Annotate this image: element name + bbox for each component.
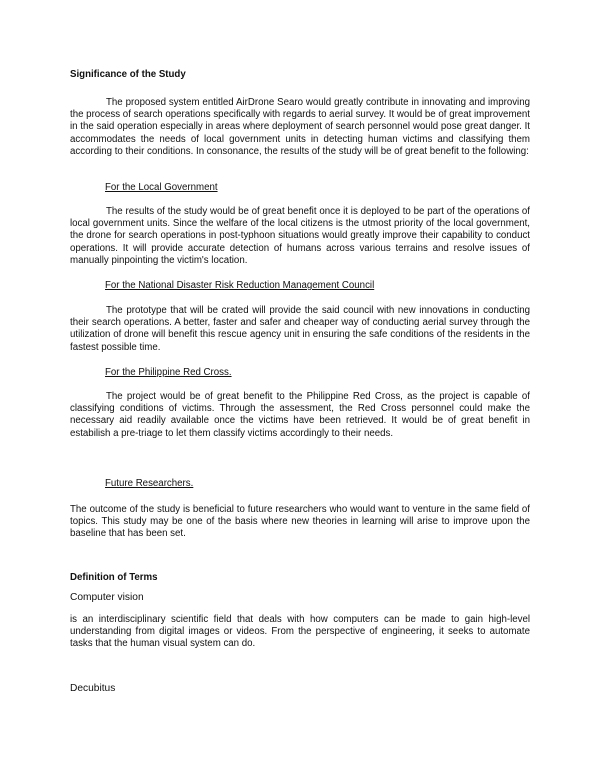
definition-computer-vision: is an interdisciplinary scientific field that deals with how computers can be made to gain high-level understanding from digital images or videos. From the perspective of engineering, it seeks to automate tasks that the human visual system can do.	[70, 614, 530, 650]
subheading-red-cross: For the Philippine Red Cross.	[105, 367, 232, 378]
document-page	[70, 0, 530, 776]
significance-heading: Significance of the Study	[70, 69, 186, 80]
paragraph-ndrrmc: The prototype that will be crated will provide the said council with new innovations in conducting their search operations. A better, faster and safer and cheaper way of conducting aerial survey through the utilization of drone will benefit this rescue agency unit in ensuring the safe conditions of the residents in the fastest possible time.	[70, 305, 530, 353]
paragraph-red-cross: The project would be of great benefit to the Philippine Red Cross, as the project is capable of classifying conditions of victims. Through the assessment, the Red Cross personnel could make the necessary aid readily available once the victims have been retrieved. It would be of great benefit in estabilish a pre-triage to let them classify victims accordingly to their needs.	[70, 391, 530, 439]
subheading-future-researchers: Future Researchers.	[105, 478, 194, 489]
definitions-heading: Definition of Terms	[70, 572, 158, 583]
subheading-ndrrmc: For the National Disaster Risk Reduction Management Council	[105, 280, 375, 291]
subheading-local-government: For the Local Government	[105, 182, 218, 193]
term-decubitus: Decubitus	[70, 683, 116, 694]
significance-intro-paragraph: The proposed system entitled AirDrone Searo would greatly contribute in innovating and improving the process of search operations specifically with regards to aerial survey. It would be of great improvement in the said operation especially in areas where deployment of search personnel would pose great danger. It accommodates the needs of local government units in detecting human victims and classifying them according to their conditions. In consonance, the results of the study will be of great benefit to the following:	[70, 97, 530, 157]
paragraph-local-government: The results of the study would be of great benefit once it is deployed to be part of the operations of local government units. Since the welfare of the local citizens is the utmost priority of the local government, the drone for search operations in post-typhoon situations would greatly improve their capability to conduct operations. It will provide accurate detection of humans across various terrains and resolve issues of manually pinpointing the victim's location.	[70, 206, 530, 266]
paragraph-future-researchers: The outcome of the study is beneficial to future researchers who would want to venture in the same field of topics. This study may be one of the basis where new theories in learning will arise to improve upon the baseline that has been set.	[70, 504, 530, 540]
term-computer-vision: Computer vision	[70, 592, 144, 603]
